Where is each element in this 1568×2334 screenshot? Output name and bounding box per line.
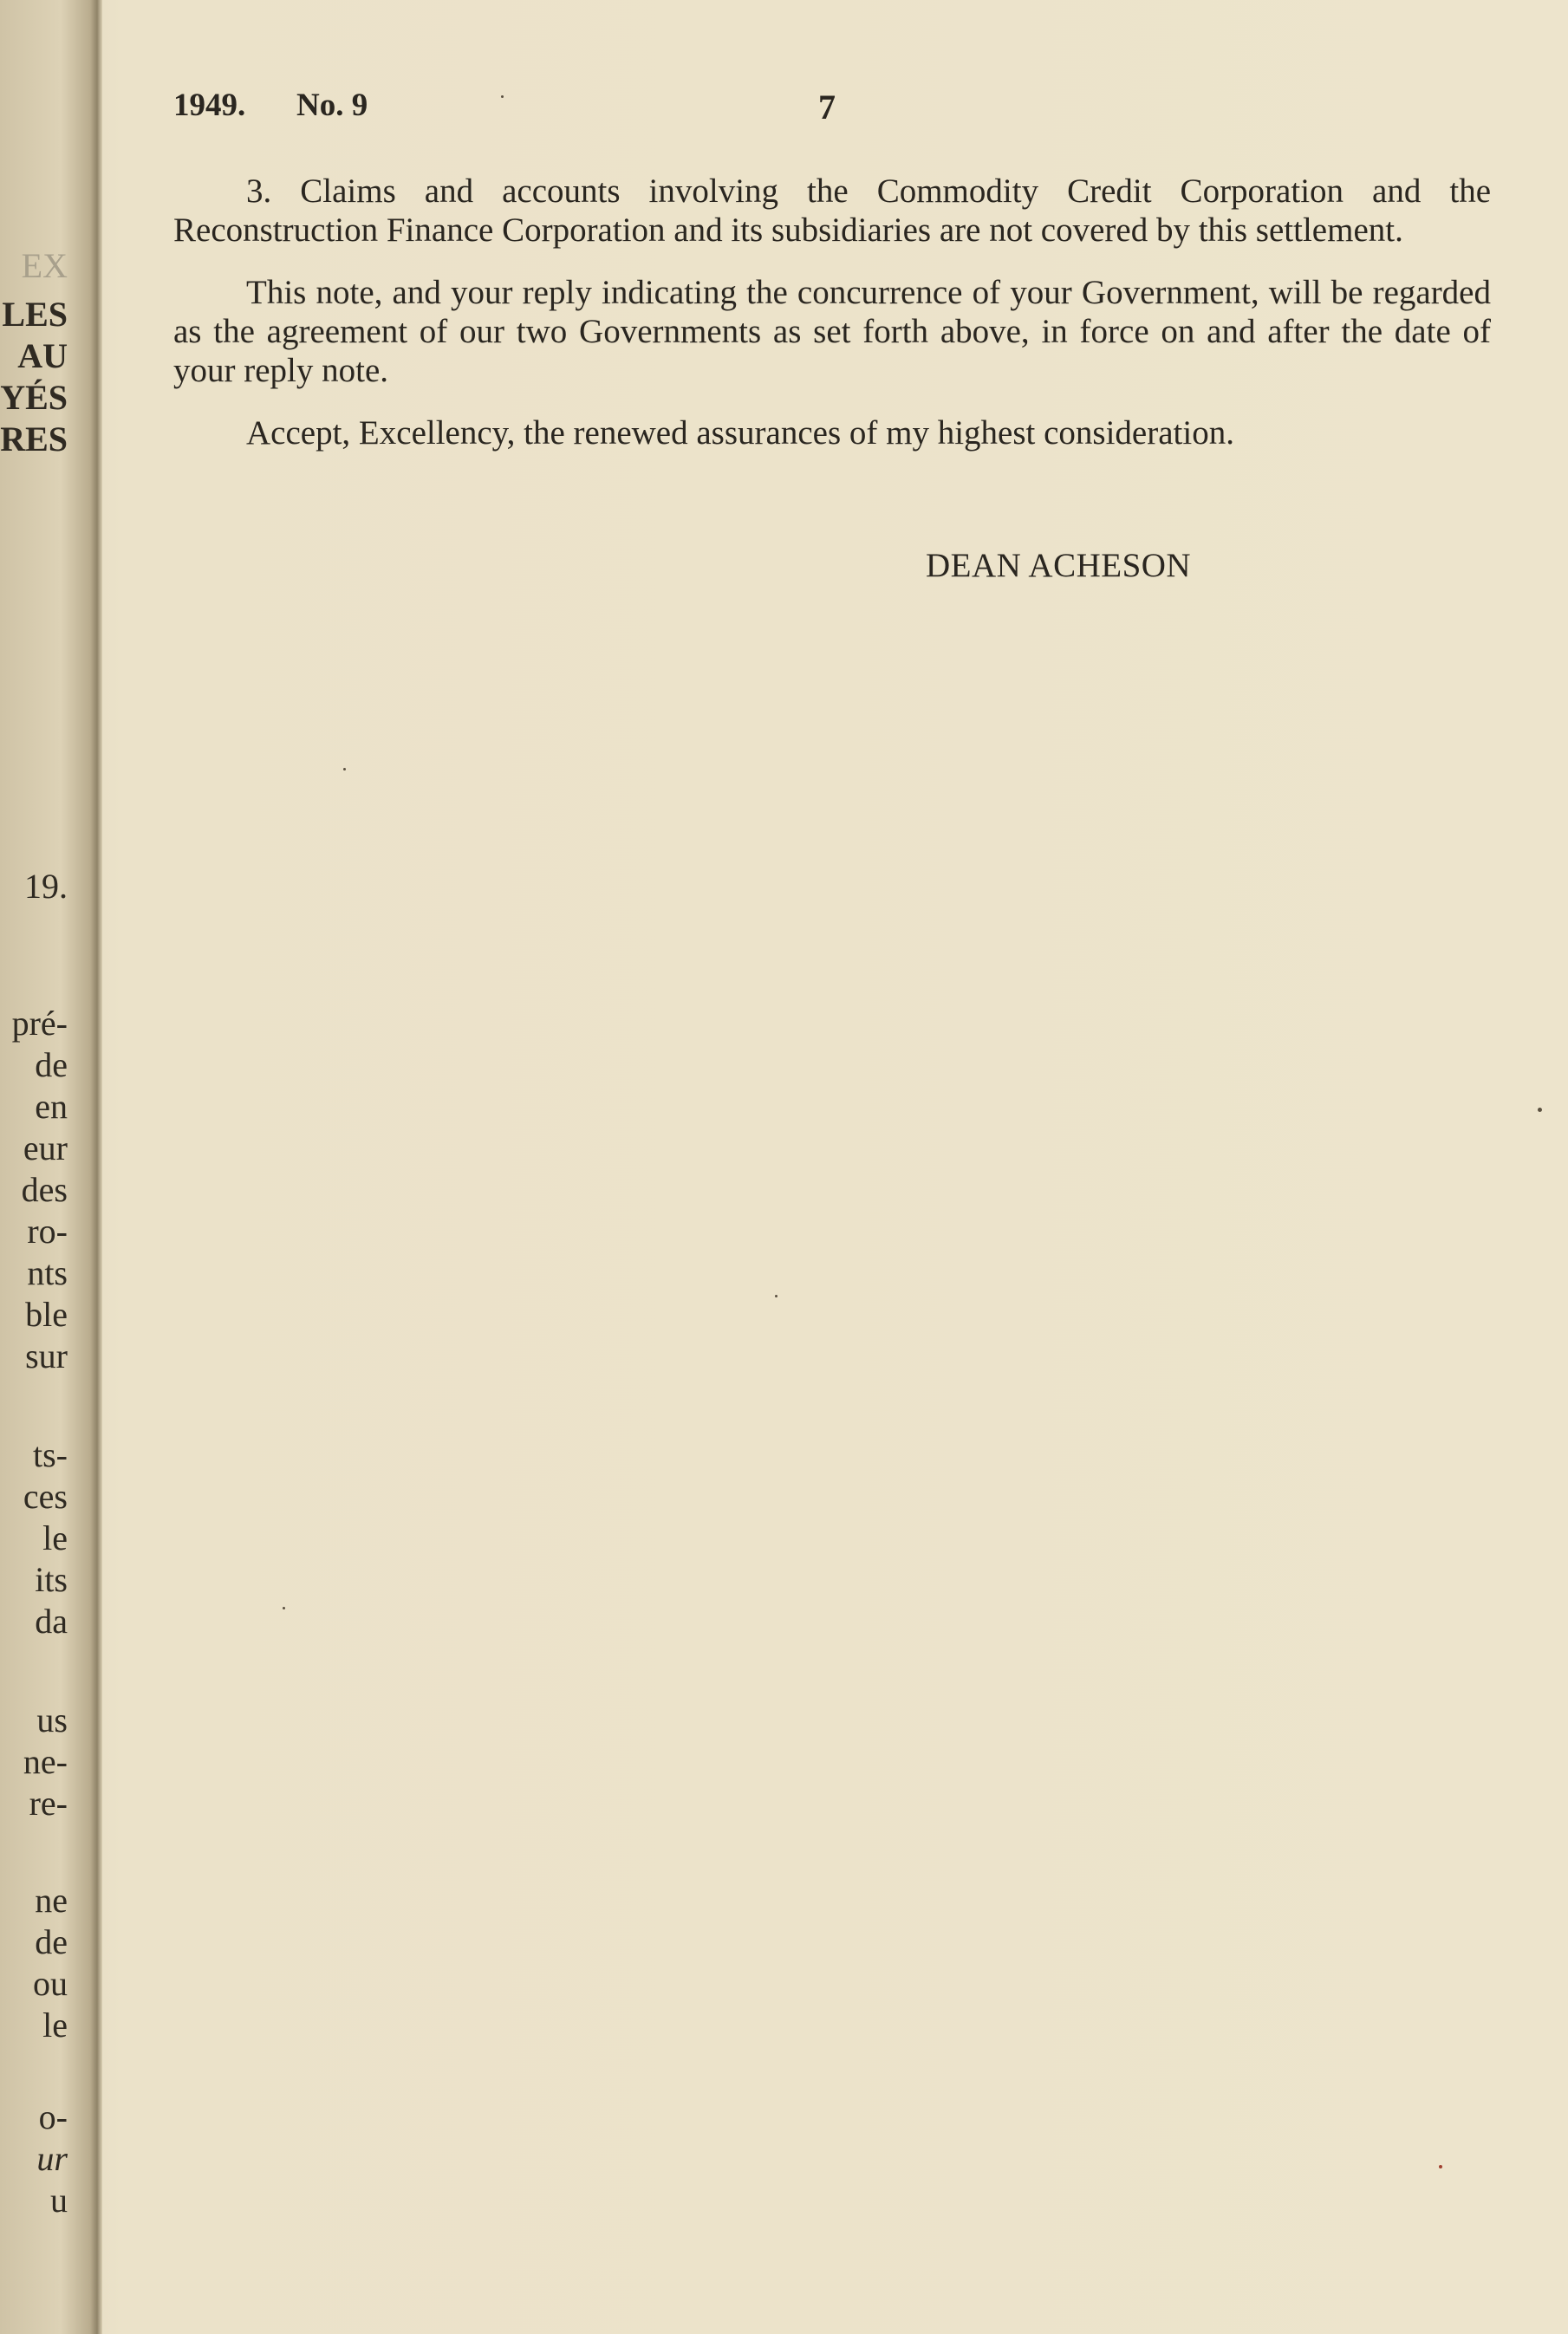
edge-text-line: RES xyxy=(0,419,68,458)
edge-text-line: ou xyxy=(33,1964,68,2003)
paper-speck xyxy=(283,1607,285,1609)
paper-speck xyxy=(343,768,346,770)
paper-speck xyxy=(1538,1108,1542,1112)
header-document-number: No. 9 xyxy=(296,88,368,123)
page-header xyxy=(173,87,1491,139)
edge-text-line: o- xyxy=(38,2097,68,2136)
edge-text-line: le xyxy=(42,1518,68,1557)
paper-speck xyxy=(775,1295,777,1297)
signature: DEAN ACHESON xyxy=(926,547,1192,584)
edge-text-line: de xyxy=(35,1045,68,1084)
edge-text-line: nts xyxy=(27,1253,68,1292)
edge-text-line: u xyxy=(50,2181,68,2220)
edge-text-line: us xyxy=(36,1700,68,1739)
edge-text-line: ts- xyxy=(33,1435,68,1474)
paper-speck xyxy=(501,95,504,98)
edge-text-line: en xyxy=(35,1087,68,1126)
edge-text-line: de xyxy=(35,1922,68,1961)
edge-text-line: ble xyxy=(25,1295,68,1334)
edge-text-line: AU xyxy=(17,336,68,375)
edge-text-line: da xyxy=(35,1602,68,1641)
edge-text-line: le xyxy=(42,2006,68,2045)
edge-text-line: ur xyxy=(36,2139,68,2178)
edge-text-line: sur xyxy=(25,1336,68,1375)
edge-text-line: ne xyxy=(35,1881,68,1920)
header-year: 1949. xyxy=(173,88,246,123)
edge-text-line: 19. xyxy=(24,867,68,906)
edge-text-line: eur xyxy=(23,1128,68,1167)
closing-line: Accept, Excellency, the renewed assurances of my highest consideration. xyxy=(246,414,1234,452)
edge-text-line: pré- xyxy=(11,1004,68,1043)
edge-text-line: LES xyxy=(2,295,68,334)
edge-text-line: ro- xyxy=(27,1212,68,1251)
paragraph-claims: 3. Claims and accounts involving the Commodity Credit Corporation and the Reconstruction Finance Corporation and its subsidiaries are not covered by this settlement. xyxy=(173,172,1491,249)
edge-text-line: ces xyxy=(23,1477,68,1516)
edge-text-line: des xyxy=(21,1170,68,1209)
edge-text-line: YÉS xyxy=(0,378,68,417)
edge-text-line: re- xyxy=(29,1784,68,1823)
edge-text-line: its xyxy=(35,1560,68,1599)
edge-text-line: ne- xyxy=(23,1742,68,1781)
adjacent-page-edge xyxy=(0,0,69,2334)
paragraph-agreement: This note, and your reply indicating the concurrence of your Government, will be regarded as the agreement of our two Governments as set forth above, in force on and after the date of your reply note. xyxy=(173,274,1491,389)
letter-body xyxy=(173,172,1491,452)
paper-speck xyxy=(1439,2165,1442,2168)
page-number: 7 xyxy=(818,88,836,127)
edge-text-line: EX xyxy=(21,246,68,285)
